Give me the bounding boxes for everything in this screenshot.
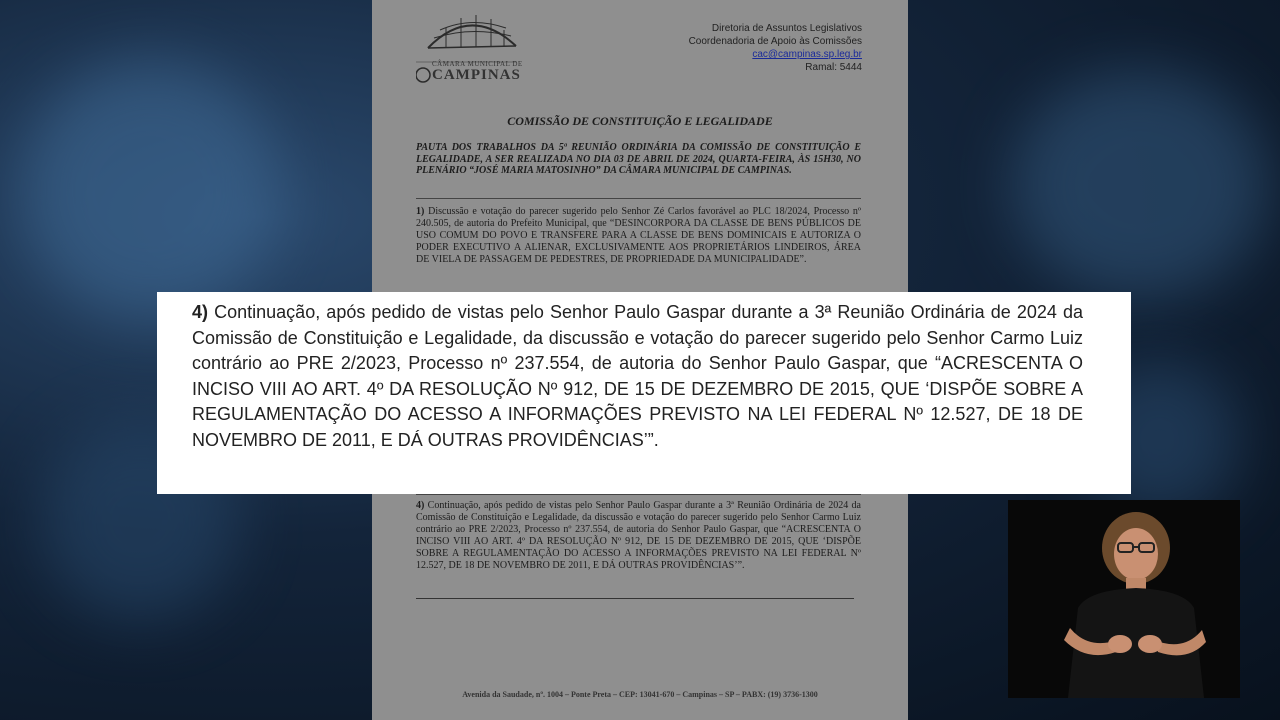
item-number: 1) [416, 206, 425, 217]
coordination-name: Coordenadoria de Apoio às Comissões [688, 36, 862, 47]
zoomed-agenda-item-4 [157, 292, 1131, 494]
logo-wordmark: CÂMARA MUNICIPAL DE CAMPINAS [432, 60, 523, 83]
interpreter-figure [1008, 500, 1240, 698]
item-number: 4) [416, 500, 425, 511]
background-blur [20, 60, 280, 320]
zoom-item-text: Continuação, após pedido de vistas pelo Senhor Paulo Gaspar durante a 3ª Reunião Ordinária de 2024 da Comissão de Constituição e Legalidade, da discussão e votação do parecer sugerido pelo Senhor Carmo Luiz contrário ao PRE 2/2023, Processo nº 237.554, de autoria do Senhor Paulo Gaspar, que “ACRESCENTA O INCISO VIII AO ART. 4º DA RESOLUÇÃO Nº 912, DE 15 DE DEZEMBRO DE 2015, QUE ‘DISPÕE SOBRE A REGULAMENTAÇÃO DO ACESSO A INFORMAÇÕES PREVISTO NA LEI FEDERAL Nº 12.527, DE 18 DE NOVEMBRO DE 2011, E DÁ OUTRAS PROVIDÊNCIAS’”. [192, 302, 1083, 450]
agenda-item-4 [416, 494, 861, 572]
agenda-item-1 [416, 198, 861, 266]
committee-title: COMISSÃO DE CONSTITUIÇÃO E LEGALIDADE [507, 114, 773, 128]
header-contact [689, 22, 862, 74]
zoom-item-number: 4) [192, 302, 209, 322]
agenda-heading: PAUTA DOS TRABALHOS DA 5ª REUNIÃO ORDINÁRIA DA COMISSÃO DE CONSTITUIÇÃO E LEGALIDADE, A SER REALIZADA NO DIA 03 DE ABRIL DE 2024, QUARTA-FEIRA, ÀS 15H30, NO PLENÁRIO “JOSÉ MARIA MATOSINHO” DA CÂMARA MUNICIPAL DE CAMPINAS. [416, 142, 861, 176]
email-link[interactable]: cac@campinas.sp.leg.br [752, 49, 862, 60]
phone-extension: Ramal: 5444 [805, 62, 862, 73]
background-blur [1010, 70, 1270, 300]
page-footer-address: Avenida da Saudade, nº. 1004 – Ponte Preta – CEP: 13041-670 – Campinas – SP – PABX: (19) 3736-1300 [462, 690, 818, 699]
divider [416, 598, 854, 599]
item-text: Continuação, após pedido de vistas pelo Senhor Paulo Gaspar durante a 3ª Reunião Ordinária de 2024 da Comissão de Constituição e Legalidade, da discussão e votação do parecer sugerido pelo Senhor Carmo Luiz contrário ao PRE 2/2023, Processo nº 237.554, de autoria do Senhor Paulo Gaspar, que “ACRESCENTA O INCISO VIII AO ART. 4º DA RESOLUÇÃO Nº 912, DE 15 DE DEZEMBRO DE 2015, QUE ‘DISPÕE SOBRE A REGULAMENTAÇÃO DO ACESSO A INFORMAÇÕES PREVISTO NA LEI FEDERAL Nº 12.527, DE 18 DE NOVEMBRO DE 2011, E DÁ OUTRAS PROVIDÊNCIAS’”. [416, 500, 861, 571]
department-name: Diretoria de Assuntos Legislativos [711, 23, 862, 34]
sign-language-interpreter [1008, 500, 1240, 698]
item-text: Discussão e votação do parecer sugerido pelo Senhor Zé Carlos favorável ao PLC 18/2024, Processo nº 240.505, de autoria do Prefeito Municipal, que “DESINCORPORA DA CLASSE DE BENS PÚBLICOS DE USO COMUM DO POVO E TRANSFERE PARA A CLASSE DE BENS DOMINICAIS E AUTORIZA O PODER EXECUTIVO A ALIENAR, EXCLUSIVAMENTE AOS PROPRIETÁRIOS LINDEIROS, ÁREA DE VIELA DE PASSAGEM DE PEDESTRES, DE PROPRIEDADE DA MUNICIPALIDADE”. [416, 206, 862, 265]
